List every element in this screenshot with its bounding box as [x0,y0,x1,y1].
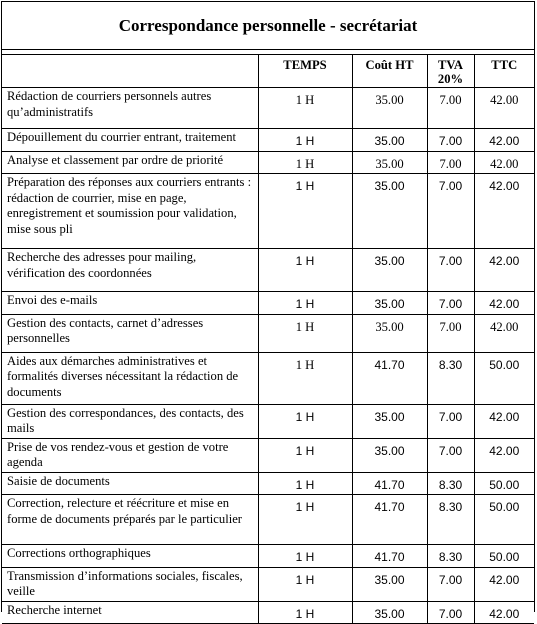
cell-temps: 1 H [258,495,352,545]
cell-ttc: 42.00 [474,129,534,152]
cell-cout-ht: 41.70 [352,495,427,545]
cell-tva: 8.30 [427,352,474,404]
table-row [2,438,534,472]
cell-temps: 1 H [258,601,352,624]
table-header-row [2,55,534,88]
cell-description: Rédaction de courriers personnels autres qu’administratifs [2,88,258,129]
cell-cout-ht: 35.00 [352,249,427,292]
cell-temps: 1 H [258,314,352,352]
cell-tva: 7.00 [427,438,474,472]
cell-cout-ht: 35.00 [352,601,427,624]
cell-description: Préparation des réponses aux courriers entrants : rédaction de courrier, mise en page, enregistrement et soumission pour validation, mise sous pli [2,174,258,249]
cell-tva: 7.00 [427,292,474,315]
table-row [2,249,534,292]
table-row [2,292,534,315]
cell-description: Saisie de documents [2,472,258,495]
cell-temps: 1 H [258,88,352,129]
cell-cout-ht: 35.00 [352,292,427,315]
cell-cout-ht: 35.00 [352,88,427,129]
cell-cout-ht: 35.00 [352,404,427,438]
cell-ttc: 42.00 [474,404,534,438]
header-cout-ht: Coût HT [352,55,427,88]
header-tva: TVA 20% [427,55,474,88]
cell-tva: 7.00 [427,249,474,292]
table-row [2,151,534,174]
header-ttc: TTC [474,55,534,88]
cell-tva: 8.30 [427,545,474,568]
cell-ttc: 42.00 [474,567,534,601]
cell-tva: 7.00 [427,404,474,438]
cell-description: Recherche des adresses pour mailing, vérification des coordonnées [2,249,258,292]
cell-tva: 8.30 [427,495,474,545]
cell-temps: 1 H [258,352,352,404]
table-row [2,472,534,495]
price-table [2,54,534,624]
cell-tva: 7.00 [427,567,474,601]
table-row [2,404,534,438]
cell-cout-ht: 35.00 [352,174,427,249]
cell-description: Gestion des correspondances, des contacts, des mails [2,404,258,438]
cell-temps: 1 H [258,292,352,315]
cell-cout-ht: 35.00 [352,438,427,472]
table-row [2,352,534,404]
table-row [2,495,534,545]
cell-ttc: 42.00 [474,601,534,624]
cell-ttc: 42.00 [474,292,534,315]
cell-tva: 7.00 [427,601,474,624]
cell-ttc: 42.00 [474,249,534,292]
cell-description: Analyse et classement par ordre de priorité [2,151,258,174]
cell-temps: 1 H [258,249,352,292]
cell-temps: 1 H [258,404,352,438]
table-row [2,129,534,152]
cell-tva: 7.00 [427,151,474,174]
cell-temps: 1 H [258,545,352,568]
cell-ttc: 50.00 [474,545,534,568]
cell-cout-ht: 41.70 [352,472,427,495]
cell-description: Prise de vos rendez-vous et gestion de votre agenda [2,438,258,472]
cell-ttc: 42.00 [474,438,534,472]
cell-ttc: 42.00 [474,314,534,352]
cell-temps: 1 H [258,438,352,472]
table-row [2,88,534,129]
cell-cout-ht: 35.00 [352,567,427,601]
cell-ttc: 50.00 [474,495,534,545]
cell-description: Recherche internet [2,601,258,624]
cell-cout-ht: 35.00 [352,314,427,352]
cell-temps: 1 H [258,151,352,174]
cell-temps: 1 H [258,174,352,249]
cell-temps: 1 H [258,129,352,152]
cell-description: Corrections orthographiques [2,545,258,568]
cell-description: Envoi des e-mails [2,292,258,315]
cell-temps: 1 H [258,472,352,495]
cell-tva: 7.00 [427,174,474,249]
cell-description: Transmission d’informations sociales, fiscales, veille [2,567,258,601]
table-row [2,601,534,624]
cell-ttc: 50.00 [474,472,534,495]
cell-temps: 1 H [258,567,352,601]
cell-description: Aides aux démarches administratives et formalités diverses nécessitant la rédaction de documents [2,352,258,404]
cell-ttc: 42.00 [474,88,534,129]
cell-tva: 7.00 [427,314,474,352]
cell-tva: 8.30 [427,472,474,495]
cell-ttc: 50.00 [474,352,534,404]
header-description [2,55,258,88]
cell-description: Gestion des contacts, carnet d’adresses personnelles [2,314,258,352]
table-row [2,314,534,352]
cell-ttc: 42.00 [474,174,534,249]
cell-cout-ht: 35.00 [352,151,427,174]
cell-description: Correction, relecture et réécriture et mise en forme de documents préparés par le particulier [2,495,258,545]
cell-cout-ht: 41.70 [352,352,427,404]
price-sheet [1,1,535,621]
header-temps: TEMPS [258,55,352,88]
table-row [2,174,534,249]
cell-tva: 7.00 [427,88,474,129]
page-title: Correspondance personnelle - secrétariat [2,2,534,50]
table-row [2,567,534,601]
cell-ttc: 42.00 [474,151,534,174]
table-row [2,545,534,568]
cell-description: Dépouillement du courrier entrant, traitement [2,129,258,152]
cell-cout-ht: 41.70 [352,545,427,568]
cell-cout-ht: 35.00 [352,129,427,152]
cell-tva: 7.00 [427,129,474,152]
